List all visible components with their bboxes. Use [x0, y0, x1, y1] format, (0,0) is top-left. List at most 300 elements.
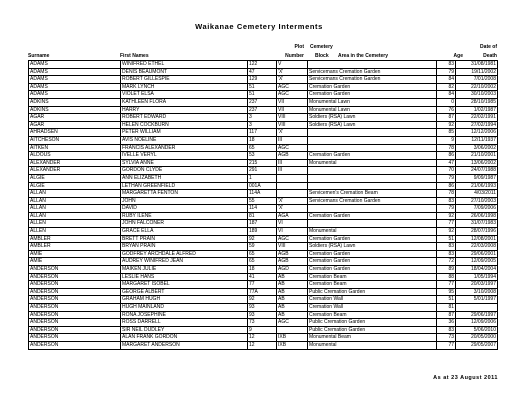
header-number: Number: [285, 53, 304, 59]
cell-cemetery-block: 'X': [277, 76, 308, 84]
header-date-of: Date of: [480, 44, 497, 50]
table-header: [28, 44, 497, 60]
cell-plot-number: 41: [248, 273, 277, 281]
cell-area: Cremation Garden: [308, 152, 437, 160]
cell-plot-number: 114A: [248, 190, 277, 198]
interments-table: [28, 60, 498, 350]
cell-surname: ANDERSON: [29, 304, 121, 312]
cell-date-of-death: 3/06/2002: [456, 144, 498, 152]
cell-cemetery-block: 'X': [277, 68, 308, 76]
cell-first-names: IVELLE VERYL: [121, 152, 248, 160]
cell-area: Cremation Garden: [308, 266, 437, 274]
cell-first-names: MARGARETTA FENTON: [121, 190, 248, 198]
cell-plot-number: 117: [248, 129, 277, 137]
cell-surname: AITKEN: [29, 144, 121, 152]
cell-plot-number: 93: [248, 311, 277, 319]
cell-age: 87: [437, 311, 456, 319]
cell-area: [308, 61, 437, 69]
cell-area: Soldiers (RSA) Lawn: [308, 121, 437, 129]
cell-surname: ALLEN: [29, 228, 121, 236]
cell-first-names: MAIKEN JULIE: [121, 266, 248, 274]
cell-first-names: MARK LYNCH: [121, 83, 248, 91]
cell-area: Cremation Garden: [308, 258, 437, 266]
cell-first-names: GORDON CLYDE: [121, 167, 248, 175]
cell-surname: AGAR: [29, 121, 121, 129]
cell-surname: ANDERSON: [29, 266, 121, 274]
cell-surname: ADAMS: [29, 76, 121, 84]
cell-plot-number: 189: [248, 228, 277, 236]
cell-age: 51: [437, 296, 456, 304]
cell-first-names: DENIS BEAUMONT: [121, 68, 248, 76]
table-row: [29, 129, 498, 137]
cell-date-of-death: 22/10/2002: [456, 83, 498, 91]
cell-area: [308, 136, 437, 144]
cell-surname: AMIE: [29, 250, 121, 258]
cell-plot-number: 65: [248, 258, 277, 266]
cell-date-of-death: 12/08/2001: [456, 235, 498, 243]
table-row: [29, 106, 498, 114]
cell-cemetery-block: AGC: [277, 235, 308, 243]
cell-surname: ANDERSON: [29, 281, 121, 289]
cell-first-names: KATHLEEN FLORA: [121, 98, 248, 106]
table-row: [29, 98, 498, 106]
cell-age: 79: [437, 174, 456, 182]
cell-cemetery-block: VIII: [277, 114, 308, 122]
cell-first-names: PETER WILLIAM: [121, 129, 248, 137]
cell-area: [308, 182, 437, 190]
cell-area: Monumental Lawn: [308, 106, 437, 114]
cell-date-of-death: 1/02/1987: [456, 106, 498, 114]
cell-area: Cremation Beam: [308, 281, 437, 289]
cell-surname: ALLAN: [29, 190, 121, 198]
table-row: [29, 281, 498, 289]
cell-area: Monumental Lawn: [308, 98, 437, 106]
cell-cemetery-block: IXB: [277, 341, 308, 349]
cell-date-of-death: 29/05/2007: [456, 341, 498, 349]
cell-first-names: DAVID: [121, 205, 248, 213]
table-row: [29, 197, 498, 205]
cell-surname: ANDERSON: [29, 311, 121, 319]
cell-area: Servicemans Cremation Garden: [308, 76, 437, 84]
cell-date-of-death: 28/10/1985: [456, 98, 498, 106]
cell-age: 79: [437, 68, 456, 76]
cell-age: 77: [437, 281, 456, 289]
cell-area: Public Cremation Garden: [308, 288, 437, 296]
cell-age: 92: [437, 212, 456, 220]
cell-first-names: SYLVIA ANNE: [121, 159, 248, 167]
cell-date-of-death: 12/09/2006: [456, 319, 498, 327]
cell-area: [308, 144, 437, 152]
cell-plot-number: 122: [248, 61, 277, 69]
cell-surname: ALLAN: [29, 197, 121, 205]
cell-date-of-death: 22/03/2008: [456, 243, 498, 251]
cell-surname: ANDERSON: [29, 334, 121, 342]
cell-age: 70: [437, 167, 456, 175]
header-block: Block: [315, 53, 329, 59]
cell-cemetery-block: VIII: [277, 243, 308, 251]
cell-date-of-death: 29/06/1997: [456, 311, 498, 319]
cell-age: 79: [437, 205, 456, 213]
table-row: [29, 319, 498, 327]
cell-area: Monumental: [308, 159, 437, 167]
cell-cemetery-block: AB: [277, 304, 308, 312]
cell-cemetery-block: AGB: [277, 258, 308, 266]
cell-date-of-death: 18/04/2004: [456, 266, 498, 274]
table-row: [29, 212, 498, 220]
cell-area: [308, 174, 437, 182]
cell-area: Cremation Garden: [308, 91, 437, 99]
cell-area: Monumental: [308, 228, 437, 236]
cell-plot-number: 9: [248, 326, 277, 334]
cell-age: 72: [437, 258, 456, 266]
cell-area: Cremation Garden: [308, 250, 437, 258]
cell-cemetery-block: AGB: [277, 250, 308, 258]
cell-surname: ALGIE: [29, 174, 121, 182]
cell-area: Servicemen's Cremation Beam: [308, 190, 437, 198]
cell-age: 78: [437, 190, 456, 198]
cell-cemetery-block: AGC: [277, 319, 308, 327]
cell-first-names: BRYAN PRAIN: [121, 243, 248, 251]
cell-first-names: ANN ELIZABETH: [121, 174, 248, 182]
cell-plot-number: 1: [248, 174, 277, 182]
cell-plot-number: 3: [248, 121, 277, 129]
cell-cemetery-block: AB: [277, 273, 308, 281]
table-row: [29, 167, 498, 175]
cell-surname: AMBLER: [29, 235, 121, 243]
cell-surname: ALDOUS: [29, 152, 121, 160]
cell-area: Servicemans Cremation Garden: [308, 197, 437, 205]
cell-date-of-death: 28/07/1996: [456, 228, 498, 236]
cell-date-of-death: 31/08/1981: [456, 61, 498, 69]
cell-surname: ALLAN: [29, 212, 121, 220]
table-row: [29, 174, 498, 182]
cell-area: Public Cremation Garden: [308, 319, 437, 327]
cell-first-names: FRANCIS ALEXANDER: [121, 144, 248, 152]
cell-age: 82: [437, 83, 456, 91]
cell-plot-number: 18: [248, 136, 277, 144]
table-row: [29, 235, 498, 243]
table-row: [29, 76, 498, 84]
cell-plot-number: 55: [248, 197, 277, 205]
cell-date-of-death: 13/06/2002: [456, 159, 498, 167]
cell-first-names: LETHAN GREENFIELD: [121, 182, 248, 190]
cell-first-names: MARGARET ANDERSON: [121, 341, 248, 349]
cell-surname: ANDERSON: [29, 273, 121, 281]
header-cemetery: Cemetery: [310, 44, 333, 50]
cell-date-of-death: 12/09/2005: [456, 258, 498, 266]
table-row: [29, 68, 498, 76]
header-surname: Surname: [28, 53, 50, 59]
cell-plot-number: 51: [248, 83, 277, 91]
cell-plot-number: 215: [248, 159, 277, 167]
cell-date-of-death: 5/01/1997: [456, 296, 498, 304]
cell-age: 85: [437, 129, 456, 137]
cell-cemetery-block: III: [277, 136, 308, 144]
cell-cemetery-block: VI: [277, 220, 308, 228]
cell-plot-number: 73: [248, 319, 277, 327]
cell-first-names: HUGH MAINLAND: [121, 304, 248, 312]
cell-plot-number: 59: [248, 243, 277, 251]
cell-cemetery-block: AGC: [277, 144, 308, 152]
cell-cemetery-block: VII: [277, 106, 308, 114]
cell-cemetery-block: III: [277, 159, 308, 167]
cell-plot-number: 114: [248, 205, 277, 213]
cell-plot-number: 129: [248, 76, 277, 84]
table-row: [29, 326, 498, 334]
cell-age: 73: [437, 334, 456, 342]
table-row: [29, 61, 498, 69]
cell-age: 84: [437, 91, 456, 99]
cell-age: 88: [437, 273, 456, 281]
cell-first-names: ALAN FRANK GORDON: [121, 334, 248, 342]
cell-cemetery-block: [277, 326, 308, 334]
cell-age: 77: [437, 341, 456, 349]
cell-age: 78: [437, 144, 456, 152]
cell-first-names: BRETT PRAIN: [121, 235, 248, 243]
cell-plot-number: 3: [248, 114, 277, 122]
cell-cemetery-block: [277, 182, 308, 190]
cell-age: 36: [437, 319, 456, 327]
cell-first-names: GEORGE ALBERT: [121, 288, 248, 296]
cell-cemetery-block: AB: [277, 311, 308, 319]
cell-date-of-death: 30/10/2003: [456, 91, 498, 99]
table-row: [29, 311, 498, 319]
header-area: Area in the Cemetery: [338, 53, 389, 59]
document-title: Waikanae Cemetery Interments: [195, 22, 323, 31]
cell-age: 51: [437, 235, 456, 243]
cell-surname: ADAMS: [29, 83, 121, 91]
as-at-date: As at 23 August 2011: [433, 375, 498, 381]
cell-date-of-death: 5/06/2010: [456, 326, 498, 334]
table-row: [29, 296, 498, 304]
cell-age: 83: [437, 197, 456, 205]
cell-date-of-death: 7/01/2008: [456, 76, 498, 84]
cell-age: 76: [437, 106, 456, 114]
cell-area: Monumental: [308, 341, 437, 349]
cell-date-of-death: 27/10/2003: [456, 197, 498, 205]
cell-surname: AITCHESON: [29, 136, 121, 144]
table-row: [29, 205, 498, 213]
cell-surname: ADAMS: [29, 61, 121, 69]
cell-first-names: AUDREY WINIFRED JEAN: [121, 258, 248, 266]
cell-surname: ADAMS: [29, 68, 121, 76]
cell-first-names: AVIS NOELINE: [121, 136, 248, 144]
table-row: [29, 228, 498, 236]
cell-area: Cremation Wall: [308, 296, 437, 304]
cell-plot-number: 001A: [248, 182, 277, 190]
cell-cemetery-block: AGA: [277, 212, 308, 220]
cell-date-of-death: 20/03/1997: [456, 281, 498, 289]
cell-area: Servicemans Cremation Garden: [308, 68, 437, 76]
cell-plot-number: 92: [248, 296, 277, 304]
cell-surname: ADKINS: [29, 98, 121, 106]
cell-date-of-death: 20/05/2000: [456, 334, 498, 342]
cell-area: Soldiers (RSA) Lawn: [308, 243, 437, 251]
cell-surname: AHRADSEN: [29, 129, 121, 137]
cell-area: Cremation Garden: [308, 83, 437, 91]
cell-plot-number: 81: [248, 212, 277, 220]
cell-age: 83: [437, 250, 456, 258]
cell-area: [308, 167, 437, 175]
table-row: [29, 190, 498, 198]
table-row: [29, 83, 498, 91]
table-row: [29, 288, 498, 296]
cell-age: 92: [437, 228, 456, 236]
table-row: [29, 136, 498, 144]
cell-date-of-death: 4/03/2011: [456, 190, 498, 198]
cell-surname: ADAMS: [29, 91, 121, 99]
cell-area: [308, 220, 437, 228]
cell-cemetery-block: AB: [277, 296, 308, 304]
cell-area: Soldiers (RSA) Lawn: [308, 114, 437, 122]
cell-cemetery-block: AGC: [277, 91, 308, 99]
table-row: [29, 250, 498, 258]
cell-first-names: JOHN FALCONER: [121, 220, 248, 228]
cell-cemetery-block: AGC: [277, 83, 308, 91]
cell-date-of-death: 24/07/1988: [456, 167, 498, 175]
cell-first-names: RUBY ILENE: [121, 212, 248, 220]
cell-cemetery-block: [277, 190, 308, 198]
cell-age: 86: [437, 152, 456, 160]
cell-first-names: LESLIE HANS: [121, 273, 248, 281]
cell-surname: ALGIE: [29, 182, 121, 190]
cell-surname: ANDERSON: [29, 326, 121, 334]
cell-date-of-death: [456, 304, 498, 312]
cell-cemetery-block: VII: [277, 98, 308, 106]
cell-date-of-death: 7/09/2006: [456, 205, 498, 213]
cell-first-names: WINIFRED ETHEL: [121, 61, 248, 69]
cell-cemetery-block: AB: [277, 281, 308, 289]
cell-date-of-death: 21/10/2001: [456, 152, 498, 160]
cell-cemetery-block: VIII: [277, 121, 308, 129]
table-row: [29, 182, 498, 190]
cell-cemetery-block: 'X': [277, 205, 308, 213]
cell-cemetery-block: III: [277, 167, 308, 175]
cell-date-of-death: 3/10/2008: [456, 288, 498, 296]
cell-date-of-death: 12/11/1937: [456, 136, 498, 144]
cell-surname: ALEXANDER: [29, 167, 121, 175]
cell-surname: ALLAN: [29, 205, 121, 213]
cell-cemetery-block: AGD: [277, 266, 308, 274]
table-row: [29, 258, 498, 266]
cell-age: 83: [437, 326, 456, 334]
cell-surname: AMBLER: [29, 243, 121, 251]
cell-surname: AMIE: [29, 258, 121, 266]
cell-age: 81: [437, 304, 456, 312]
cell-surname: ANDERSON: [29, 288, 121, 296]
table-row: [29, 91, 498, 99]
cell-first-names: ROSS DARRELL: [121, 319, 248, 327]
cell-area: [308, 205, 437, 213]
cell-plot-number: 237: [248, 98, 277, 106]
cell-plot-number: 93: [248, 304, 277, 312]
cell-first-names: HARRY: [121, 106, 248, 114]
cell-area: Public Cremation Garden: [308, 326, 437, 334]
cell-first-names: ROBERT EDWARD: [121, 114, 248, 122]
cell-cemetery-block: 'X': [277, 197, 308, 205]
cell-first-names: GRAHAM HUGH: [121, 296, 248, 304]
cell-surname: ANDERSON: [29, 296, 121, 304]
cell-plot-number: 291: [248, 167, 277, 175]
cell-area: [308, 129, 437, 137]
cell-surname: ANDERSON: [29, 341, 121, 349]
cell-cemetery-block: V: [277, 61, 308, 69]
cell-date-of-death: 12/12/2006: [456, 129, 498, 137]
cell-plot-number: 47: [248, 68, 277, 76]
cell-area: Cremation Beam: [308, 273, 437, 281]
cell-cemetery-block: 'X': [277, 129, 308, 137]
cell-plot-number: 53: [248, 152, 277, 160]
cell-plot-number: 77A: [248, 288, 277, 296]
cell-first-names: SIR NEIL DUDLEY: [121, 326, 248, 334]
cell-date-of-death: 9/09/1987: [456, 174, 498, 182]
table-row: [29, 273, 498, 281]
cell-cemetery-block: [277, 174, 308, 182]
header-death: Death: [483, 53, 497, 59]
cell-age: 92: [437, 121, 456, 129]
table-row: [29, 159, 498, 167]
table-row: [29, 266, 498, 274]
table-row: [29, 114, 498, 122]
table-row: [29, 144, 498, 152]
cell-area: Cremation Beam: [308, 311, 437, 319]
table-row: [29, 304, 498, 312]
cell-surname: ALEXANDER: [29, 159, 121, 167]
cell-date-of-death: 27/02/1994: [456, 121, 498, 129]
cell-cemetery-block: AGB: [277, 152, 308, 160]
cell-plot-number: 237: [248, 106, 277, 114]
cell-surname: AGAR: [29, 114, 121, 122]
cell-date-of-death: 19/11/2002: [456, 68, 498, 76]
cell-age: 84: [437, 76, 456, 84]
cell-first-names: RONA JOSEPHINE: [121, 311, 248, 319]
cell-first-names: GODFREY ARCHDALE ALFRED: [121, 250, 248, 258]
cell-surname: ALLEN: [29, 220, 121, 228]
cell-first-names: JOHN: [121, 197, 248, 205]
cell-surname: ADKINS: [29, 106, 121, 114]
cell-age: 83: [437, 61, 456, 69]
cell-plot-number: 187: [248, 220, 277, 228]
header-plot: Plot: [294, 44, 304, 50]
cell-date-of-death: 29/06/2001: [456, 250, 498, 258]
cell-first-names: GRACE ELLA: [121, 228, 248, 236]
cell-plot-number: 92: [248, 235, 277, 243]
table-row: [29, 152, 498, 160]
cell-cemetery-block: IXB: [277, 334, 308, 342]
cell-age: 95: [437, 288, 456, 296]
cell-age: 83: [437, 243, 456, 251]
cell-date-of-death: 22/02/1991: [456, 114, 498, 122]
cell-plot-number: 65: [248, 144, 277, 152]
cell-first-names: VIOLET ELSA: [121, 91, 248, 99]
cell-area: Cremation Garden: [308, 235, 437, 243]
cell-age: 9: [437, 136, 456, 144]
cell-age: 77: [437, 220, 456, 228]
cell-plot-number: 65: [248, 250, 277, 258]
cell-plot-number: 18: [248, 266, 277, 274]
cell-plot-number: 51: [248, 91, 277, 99]
cell-age: 47: [437, 159, 456, 167]
cell-date-of-death: 1/05/1994: [456, 273, 498, 281]
cell-area: Monumental Beam: [308, 334, 437, 342]
header-first-names: First Names: [120, 53, 149, 59]
table-row: [29, 341, 498, 349]
cell-first-names: HELEN COCKBURN: [121, 121, 248, 129]
cell-first-names: MARGARET ISOBEL: [121, 281, 248, 289]
cell-date-of-death: 31/07/1983: [456, 220, 498, 228]
cell-plot-number: 12: [248, 334, 277, 342]
table-row: [29, 243, 498, 251]
